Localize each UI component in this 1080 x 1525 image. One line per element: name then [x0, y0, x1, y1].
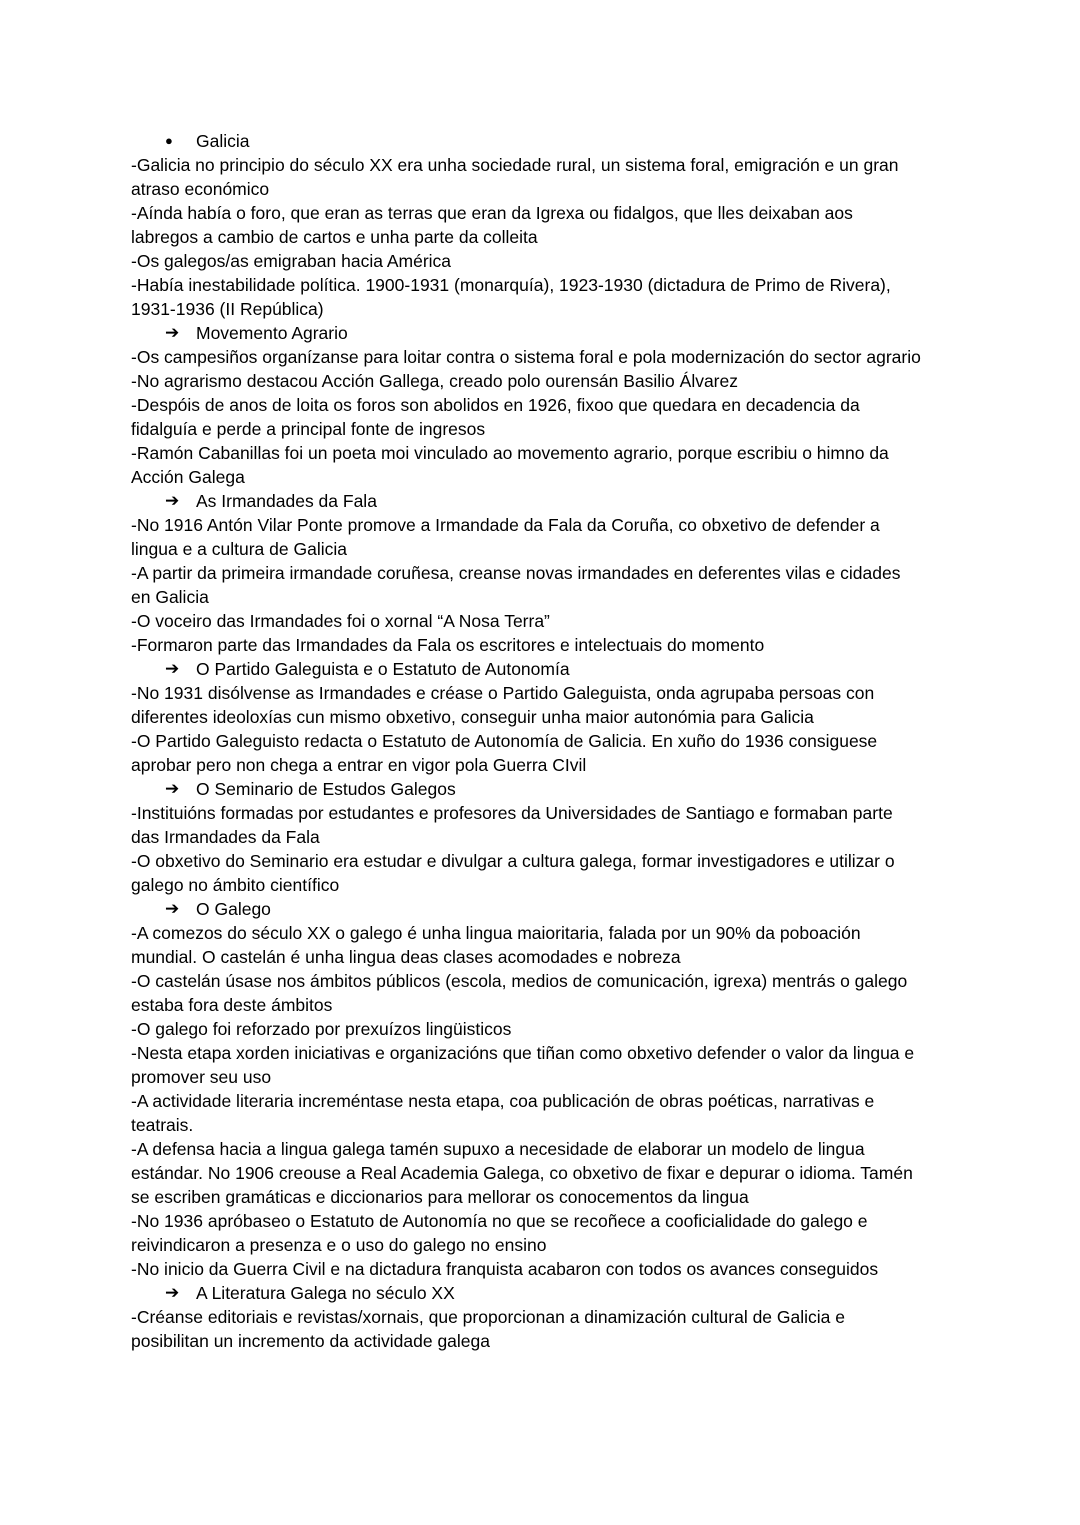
text-line: -Os galegos/as emigraban hacia América — [131, 251, 452, 271]
heading-text: As Irmandades da Fala — [196, 491, 377, 511]
text-line: -Aínda había o foro, que eran as terras que eran da Igrexa ou fidalgos, que lles deixaban aos — [131, 203, 853, 223]
heading-text: O Seminario de Estudos Galegos — [196, 779, 456, 799]
subsection-heading — [131, 777, 961, 801]
text-line: -Nesta etapa xorden iniciativas e organizacións que tiñan como obxetivo defender o valor da lingua e — [131, 1043, 915, 1063]
text-line: -A defensa hacia a lingua galega tamén supuxo a necesidade de elaborar un modelo de lingua — [131, 1139, 865, 1159]
text-line: -Créanse editoriais e revistas/xornais, que proporcionan a dinamización cultural de Galicia e — [131, 1307, 845, 1327]
text-line: mundial. O castelán é unha lingua deas clases acomodades e nobreza — [131, 947, 681, 967]
text-line: -No 1916 Antón Vilar Ponte promove a Irmandade da Fala da Coruña, co obxetivo de defender a — [131, 515, 880, 535]
text-line: -O voceiro das Irmandades foi o xornal “A Nosa Terra” — [131, 611, 550, 631]
text-line: -Había inestabilidade política. 1900-1931 (monarquía), 1923-1930 (dictadura de Primo de Rivera), — [131, 275, 891, 295]
heading-text: O Galego — [196, 899, 271, 919]
text-line: diferentes ideoloxías cun mismo obxetivo, conseguir unha maior autonómia para Galicia — [131, 707, 814, 727]
text-line: -No inicio da Guerra Civil e na dictadura franquista acabaron con todos os avances conseguidos — [131, 1259, 879, 1279]
subsection-heading — [131, 1281, 961, 1305]
text-line: -No 1936 apróbaseo o Estatuto de Autonomía no que se recoñece a cooficialidade do galego e — [131, 1211, 868, 1231]
text-line: galego no ámbito científico — [131, 875, 340, 895]
text-line: estaba fora deste ámbitos — [131, 995, 333, 1015]
text-line: -A partir da primeira irmandade coruñesa, creanse novas irmandades en deferentes vilas e cidades — [131, 563, 901, 583]
text-line: das Irmandades da Fala — [131, 827, 320, 847]
text-line: atraso económico — [131, 179, 270, 199]
text-line: -No 1931 disólvense as Irmandades e créase o Partido Galeguista, onda agrupaba persoas con — [131, 683, 875, 703]
text-line: teatrais. — [131, 1115, 194, 1135]
text-line: reivindicaron a presenza e o uso do galego no ensino — [131, 1235, 547, 1255]
text-line: -Galicia no principio do século XX era unha sociedade rural, un sistema foral, emigración e un gran — [131, 155, 899, 175]
arrow-icon: ➔ — [165, 659, 180, 678]
arrow-icon: ➔ — [165, 323, 180, 342]
section-heading — [131, 129, 961, 153]
heading-text: Movemento Agrario — [196, 323, 348, 343]
arrow-icon: ➔ — [165, 491, 180, 510]
text-line: promover seu uso — [131, 1067, 272, 1087]
arrow-icon: ➔ — [165, 779, 180, 798]
text-line: -O galego foi reforzado por prexuízos lingüisticos — [131, 1019, 512, 1039]
text-line: -O castelán úsase nos ámbitos públicos (escola, medios de comunicación, igrexa) mentrás o galego — [131, 971, 908, 991]
text-line: -O obxetivo do Seminario era estudar e divulgar a cultura galega, formar investigadores e utilizar o — [131, 851, 895, 871]
text-line: -Os campesiños organízanse para loitar contra o sistema foral e pola modernización do sector agrario — [131, 347, 921, 367]
document-page — [131, 129, 961, 1353]
text-line: -A actividade literaria increméntase nesta etapa, coa publicación de obras poéticas, narrativas e — [131, 1091, 875, 1111]
text-line: Acción Galega — [131, 467, 245, 487]
arrow-icon: ➔ — [165, 1283, 180, 1302]
subsection-heading — [131, 489, 961, 513]
text-line: 1931-1936 (II República) — [131, 299, 324, 319]
text-line: posibilitan un incremento da actividade galega — [131, 1331, 490, 1351]
text-line: estándar. No 1906 creouse a Real Academia Galega, co obxetivo de fixar e depurar o idioma. Tamén — [131, 1163, 913, 1183]
text-line: -Formaron parte das Irmandades da Fala os escritores e intelectuais do momento — [131, 635, 765, 655]
heading-text: A Literatura Galega no século XX — [196, 1283, 455, 1303]
arrow-icon: ➔ — [165, 899, 180, 918]
text-line: -A comezos do século XX o galego é unha lingua maioritaria, falada por un 90% da poboación — [131, 923, 861, 943]
bullet-icon: ● — [165, 133, 173, 148]
text-line: se escriben gramáticas e diccionarios para mellorar os conocementos da lingua — [131, 1187, 749, 1207]
text-line: fidalguía e perde a principal fonte de ingresos — [131, 419, 486, 439]
text-line: -Despóis de anos de loita os foros son abolidos en 1926, fixoo que quedara en decadencia da — [131, 395, 860, 415]
text-line: lingua e a cultura de Galicia — [131, 539, 347, 559]
text-line: aprobar pero non chega a entrar en vigor pola Guerra CIvil — [131, 755, 587, 775]
text-line: labregos a cambio de cartos e unha parte da colleita — [131, 227, 538, 247]
heading-text: O Partido Galeguista e o Estatuto de Autonomía — [196, 659, 570, 679]
text-line: en Galicia — [131, 587, 209, 607]
text-line: -Instituións formadas por estudantes e profesores da Universidades de Santiago e formaban parte — [131, 803, 893, 823]
subsection-heading — [131, 321, 961, 345]
subsection-heading — [131, 897, 961, 921]
text-line: -O Partido Galeguisto redacta o Estatuto de Autonomía de Galicia. En xuño do 1936 consiguese — [131, 731, 878, 751]
text-line: -Ramón Cabanillas foi un poeta moi vinculado ao movemento agrario, porque escribiu o himno da — [131, 443, 889, 463]
subsection-heading — [131, 657, 961, 681]
text-line: -No agrarismo destacou Acción Gallega, creado polo ourensán Basilio Álvarez — [131, 371, 738, 391]
heading-text: Galicia — [196, 131, 250, 151]
